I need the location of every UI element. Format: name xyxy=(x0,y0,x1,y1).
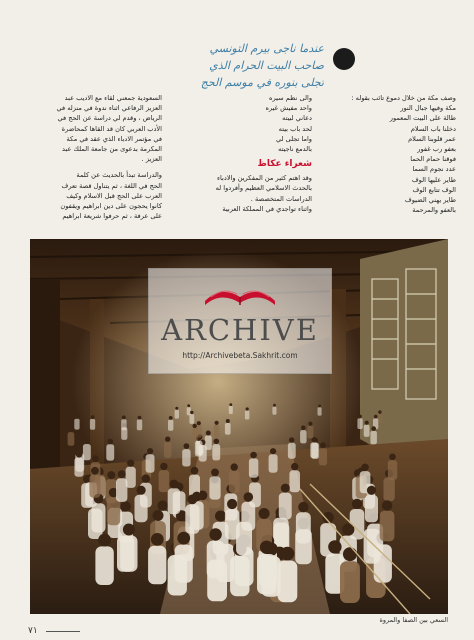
article-headline xyxy=(144,40,324,91)
text-column-left xyxy=(20,93,162,221)
pilgrim-head xyxy=(108,439,114,445)
poem-line: والى نظم سيره xyxy=(269,94,312,102)
pilgrim-figure xyxy=(95,546,113,585)
pilgrim-head xyxy=(367,486,376,495)
pilgrim-figure xyxy=(175,545,193,583)
pilgrim-head xyxy=(389,454,396,461)
pilgrim-head xyxy=(91,467,99,475)
pilgrim-figure xyxy=(357,418,362,429)
pilgrim-figure xyxy=(384,478,395,502)
poem-line: بالدمع ناجيته xyxy=(278,145,312,154)
pilgrim-head xyxy=(153,510,164,521)
pilgrim-figure xyxy=(182,449,190,466)
pilgrim-head xyxy=(151,533,164,546)
text-line: الحج في اللغة ، ثم يتناول قصة تعرف xyxy=(61,181,162,190)
pilgrim-head xyxy=(320,442,326,448)
pilgrim-figure xyxy=(116,478,127,502)
pilgrim-head xyxy=(123,524,135,536)
pilgrim-figure xyxy=(229,406,233,414)
pilgrim-figure xyxy=(83,444,91,460)
pilgrim-figure xyxy=(209,476,220,499)
pilgrim-figure xyxy=(164,442,172,458)
pilgrim-figure xyxy=(229,471,240,493)
pilgrim-head xyxy=(328,540,341,553)
poem-line: لحد باب بيته xyxy=(278,124,312,133)
pilgrim-head xyxy=(160,463,167,470)
pilgrim-head xyxy=(215,511,226,522)
pilgrim-figure xyxy=(146,454,155,473)
pilgrim-head xyxy=(98,534,111,547)
pilgrim-figure xyxy=(257,554,276,594)
pilgrim-figure xyxy=(272,407,276,415)
pilgrim-head xyxy=(352,499,362,509)
pilgrim-head xyxy=(378,410,381,413)
pilgrim-figure xyxy=(168,420,173,431)
pilgrim-figure xyxy=(241,502,255,531)
pilgrim-head xyxy=(92,455,99,462)
pilgrim-head xyxy=(209,528,221,540)
pilgrim-figure xyxy=(365,495,378,522)
pilgrim-figure xyxy=(185,504,199,533)
text-line: السعودية جمعني لقاء مع الاديب عبد xyxy=(64,94,162,102)
poem-line: دخلنا باب السلام xyxy=(410,124,456,133)
pilgrim-figure xyxy=(106,444,114,460)
pilgrim-figure xyxy=(319,448,327,465)
watermark-url: http://Archivebeta.Sakhrit.com xyxy=(182,351,298,360)
pilgrim-figure xyxy=(230,556,249,597)
text-line: كانوا يحجون على دين ابراهيم ويقفون xyxy=(60,202,162,211)
pilgrim-figure xyxy=(279,493,292,520)
pilgrim-figure xyxy=(289,470,300,492)
pilgrim-head xyxy=(259,508,270,519)
pilgrim-head xyxy=(170,480,179,489)
pilgrim-head xyxy=(246,407,249,410)
pilgrim-head xyxy=(291,463,298,470)
pilgrim-figure xyxy=(249,458,258,477)
pilgrim-figure xyxy=(68,432,75,446)
pilgrim-figure xyxy=(189,414,194,424)
pilgrim-figure xyxy=(380,511,395,542)
text-line: العزيز الرفاعي اثناء ندوة في منزله في xyxy=(56,104,162,113)
text-line: بالحدث الاسلامي العظيم وأفردوا له xyxy=(215,184,312,193)
pilgrim-head xyxy=(260,541,273,554)
pilgrim-head xyxy=(270,448,276,454)
pilgrim-head xyxy=(175,407,178,410)
text-line: والدراسة تبدأ بالحديث عن كلمة xyxy=(76,171,162,180)
pilgrim-figure xyxy=(137,419,142,430)
pilgrim-head xyxy=(69,427,74,432)
pilgrim-figure xyxy=(159,470,170,492)
pilgrim-head xyxy=(158,500,168,510)
headline-line: عندما ناجى بيرم التونسي xyxy=(209,42,324,55)
poem-line: طاير يهني الضيوف xyxy=(404,196,456,205)
pilgrim-head xyxy=(107,471,115,479)
poem-line: طالة على البيت المعمور xyxy=(389,114,456,123)
pilgrim-figure xyxy=(175,410,179,419)
pilgrim-figure xyxy=(388,460,398,480)
pilgrim-head xyxy=(91,415,95,419)
pilgrim-figure xyxy=(288,443,296,459)
pilgrim-head xyxy=(382,500,392,510)
pilgrim-head xyxy=(308,422,312,426)
pilgrim-head xyxy=(361,464,368,471)
pilgrim-head xyxy=(301,426,306,431)
pilgrim-head xyxy=(273,404,276,407)
text-line: العزيز . xyxy=(141,155,162,164)
poem-line: بالعفو والمرحمة xyxy=(412,206,456,215)
pilgrim-head xyxy=(215,421,219,425)
pilgrim-figure xyxy=(168,488,180,514)
headline-line: تجلى بنوره في موسم الحج xyxy=(200,76,324,89)
pilgrim-figure xyxy=(207,541,225,578)
pilgrim-figure xyxy=(121,419,126,430)
pilgrim-head xyxy=(165,437,170,442)
pilgrim-head xyxy=(374,415,378,419)
pilgrim-figure xyxy=(225,423,231,435)
pilgrim-figure xyxy=(187,407,191,415)
pilgrim-head xyxy=(137,486,146,495)
poem-line: مكة وفيها جبال النور xyxy=(400,104,456,113)
pilgrim-figure xyxy=(318,407,322,415)
footer-rule xyxy=(46,631,80,632)
text-line: العرب على الحج قبل الاسلام وكيف xyxy=(66,191,162,200)
poem-line: واحد مفيش غيره xyxy=(265,104,312,113)
pilgrim-head xyxy=(76,451,83,458)
pilgrim-head xyxy=(142,474,150,482)
text-line: الرياض ، وقدم لي دراسة عن الحج في xyxy=(57,114,162,123)
pilgrim-figure xyxy=(120,536,137,572)
poem-line: فوقنا حمام الحما xyxy=(410,155,456,164)
text-line: وقد اهتم كثير من المفكرين والادباء xyxy=(216,174,312,183)
poem-line: دعاني لبيته xyxy=(282,114,312,123)
text-line: المكرمة بدعوى من جامعة الملك عبد xyxy=(62,145,162,154)
poem-line: عمر قلوبنا السلام xyxy=(408,134,456,143)
text-line: على عرفة ، ثم حرفوا شريعة ابراهيم xyxy=(62,212,162,221)
pilgrim-figure xyxy=(296,512,311,543)
pilgrim-figure xyxy=(340,561,360,603)
pilgrim-head xyxy=(211,469,219,477)
pilgrim-head xyxy=(138,416,142,420)
poem-line: عدد نجوم السما xyxy=(412,165,456,174)
text-line: الدراسات المتخصصة . xyxy=(250,194,312,203)
pilgrim-head xyxy=(343,547,357,561)
pilgrim-figure xyxy=(195,441,203,457)
pilgrim-head xyxy=(127,460,134,467)
pilgrim-figure xyxy=(92,503,106,532)
pilgrim-head xyxy=(281,484,290,493)
pilgrim-figure xyxy=(370,431,377,444)
pilgrim-head xyxy=(187,404,190,407)
pilgrim-figure xyxy=(225,509,240,539)
pilgrim-head xyxy=(184,443,190,449)
pilgrim-head xyxy=(187,495,197,505)
pilgrim-figure xyxy=(364,425,370,437)
pilgrim-figure xyxy=(135,495,148,522)
pilgrim-head xyxy=(289,437,294,442)
pilgrim-head xyxy=(193,424,197,428)
headline-line: صاحب البيت الحرام الذي xyxy=(209,59,324,72)
pilgrim-head xyxy=(169,416,173,420)
pilgrim-head xyxy=(190,411,193,414)
pilgrim-head xyxy=(75,415,79,419)
pilgrim-head xyxy=(229,403,232,406)
archive-watermark xyxy=(148,268,332,374)
pilgrim-figure xyxy=(307,426,313,438)
pilgrim-head xyxy=(281,547,295,561)
text-column-right xyxy=(332,93,456,215)
watermark-title: ARCHIVE xyxy=(161,313,319,347)
pilgrim-head xyxy=(120,501,130,511)
pilgrim-figure xyxy=(214,425,220,437)
pilgrim-figure xyxy=(245,411,250,420)
pilgrim-head xyxy=(226,419,230,423)
pilgrim-figure xyxy=(148,546,166,585)
pilgrim-figure xyxy=(90,419,95,430)
pilgrim-figure xyxy=(300,430,307,443)
pilgrim-figure xyxy=(310,442,318,458)
pilgrim-head xyxy=(147,448,153,454)
page-number: ٧١ xyxy=(28,626,38,636)
poem-line: واما تجلى لي xyxy=(275,134,312,143)
pilgrim-head xyxy=(358,415,362,419)
pilgrim-head xyxy=(365,421,369,425)
pilgrim-head xyxy=(318,405,321,408)
pilgrim-head xyxy=(227,499,237,509)
section-subhead: شعراء عكاظ xyxy=(257,159,312,170)
book-logo-icon xyxy=(201,275,279,309)
pilgrim-figure xyxy=(74,419,79,430)
pilgrim-figure xyxy=(212,444,220,460)
pilgrim-head xyxy=(298,502,308,512)
text-line: الأدب العربي كان قد القاها كمحاضرة xyxy=(61,124,162,133)
photo-caption: السعي بين الصفا والمروة xyxy=(379,616,448,624)
pilgrim-head xyxy=(197,421,201,425)
pilgrim-head xyxy=(177,532,190,545)
pilgrim-figure xyxy=(269,454,278,473)
text-column-middle xyxy=(180,93,312,214)
headline-bullet-icon xyxy=(333,48,355,70)
text-line: واثناء تواجدي في المملكة العربية xyxy=(222,204,312,213)
poem-line: طاير عليها الوف xyxy=(411,175,456,184)
pilgrim-head xyxy=(84,439,90,445)
pilgrim-head xyxy=(244,492,254,502)
pilgrim-figure xyxy=(192,428,198,441)
pilgrim-head xyxy=(122,416,126,420)
pilgrim-head xyxy=(371,426,376,431)
text-line: في مؤتمر الادباء الذي عقد في مكة xyxy=(66,134,162,143)
pilgrim-figure xyxy=(89,475,100,498)
poem-line: الوف تتابع الوف xyxy=(412,185,456,194)
text-line: وصف مكة من خلال دموع تائب بقوله : xyxy=(351,94,456,102)
poem-line: بعفو رب غفور xyxy=(417,145,456,154)
pilgrim-head xyxy=(191,467,199,475)
pilgrim-head xyxy=(206,431,211,436)
pilgrim-head xyxy=(118,470,126,478)
pilgrim-head xyxy=(231,463,238,470)
pilgrim-figure xyxy=(74,458,83,477)
pilgrim-head xyxy=(250,452,257,459)
pilgrim-head xyxy=(214,439,220,445)
